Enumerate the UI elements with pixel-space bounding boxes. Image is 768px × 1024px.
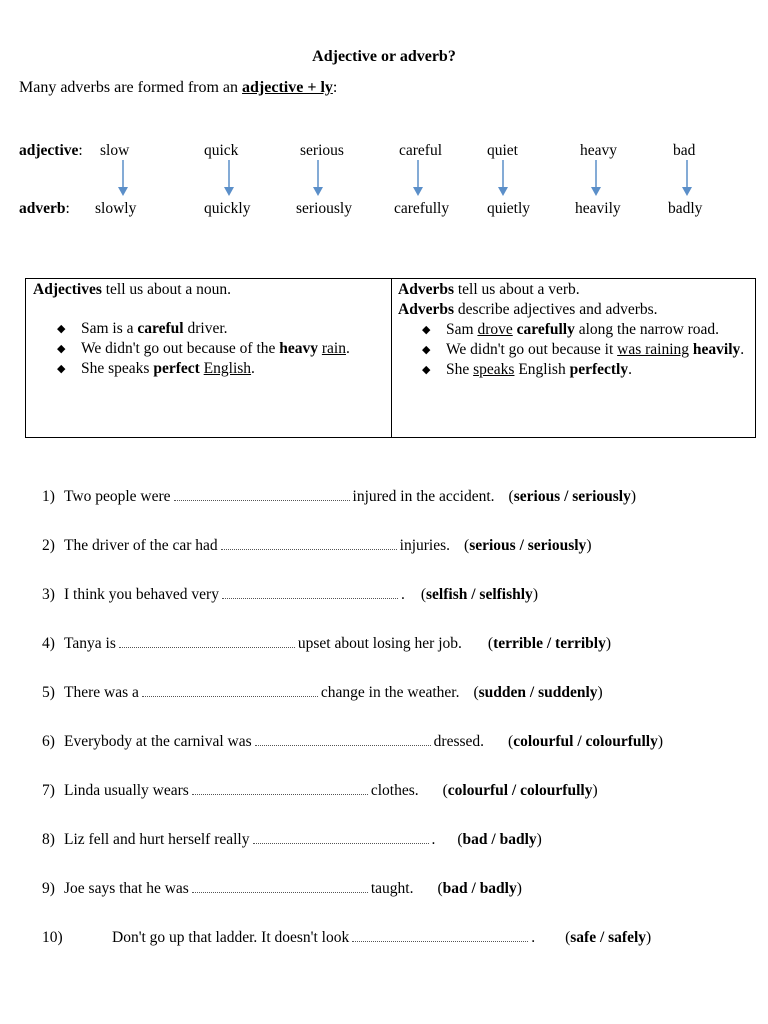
exercise-item: 10) Don't go up that ladder. It doesn't look . (safe / safely) [42, 929, 652, 946]
adjective-word: slow [100, 142, 130, 159]
exercise-item: 9) Joe says that he was taught. (bad / badly) [42, 880, 522, 897]
page-title: Adjective or adverb? [312, 48, 456, 65]
answer-blank[interactable] [192, 882, 368, 893]
adjectives-heading: Adjectives tell us about a noun. [33, 281, 232, 298]
adjective-row-label: adjective: [19, 142, 83, 159]
adjective-word: careful [399, 142, 443, 159]
intro-text [19, 79, 337, 97]
diamond-bullet-icon: ◆ [422, 364, 431, 376]
adverb-word: badly [668, 200, 703, 217]
intro-bold: adjective + ly [242, 79, 333, 96]
exercise-item: 1) Two people were injured in the accident. (serious / seriously) [42, 488, 637, 505]
adverb-row-label: adverb: [19, 200, 70, 217]
adjective-word: bad [673, 142, 696, 159]
diamond-bullet-icon: ◆ [57, 343, 66, 355]
adverbs-heading-2: Adverbs describe adjectives and adverbs. [398, 301, 658, 318]
adverbs-rule-cell [398, 280, 750, 380]
list-item: ◆ Sam is a careful driver. [57, 320, 228, 337]
answer-blank[interactable] [142, 686, 318, 697]
down-arrow-icon [680, 160, 694, 196]
list-item: ◆ She speaks perfect English. [57, 360, 255, 377]
answer-blank[interactable] [221, 539, 397, 550]
answer-blank[interactable] [119, 637, 295, 648]
exercise-item: 6) Everybody at the carnival was dressed. (colourful / colourfully) [42, 733, 664, 750]
adverb-word: heavily [575, 200, 621, 217]
rules-table [25, 278, 756, 438]
intro-before: Many adverbs are formed from an [19, 79, 243, 96]
adverb-word: seriously [296, 200, 352, 217]
down-arrow-icon [222, 160, 236, 196]
answer-blank[interactable] [255, 735, 431, 746]
adjective-examples [33, 319, 383, 379]
down-arrow-icon [411, 160, 425, 196]
exercise-item: 7) Linda usually wears clothes. (colourful / colourfully) [42, 782, 598, 799]
answer-blank[interactable] [192, 784, 368, 795]
adjective-word: heavy [580, 142, 618, 159]
exercise-item: 2) The driver of the car had injuries. (serious / seriously) [42, 537, 592, 554]
list-item: ◆ We didn't go out because it was raining heavily. [422, 341, 745, 358]
adjective-word: quick [204, 142, 239, 159]
diamond-bullet-icon: ◆ [422, 324, 431, 336]
answer-blank[interactable] [222, 588, 398, 599]
adverb-word: quietly [487, 200, 531, 217]
diamond-bullet-icon: ◆ [57, 363, 66, 375]
adjectives-rule-cell [33, 280, 383, 379]
intro-after: : [332, 79, 338, 96]
exercise-item: 5) There was a change in the weather. (sudden / suddenly) [42, 684, 603, 701]
table-divider [391, 279, 392, 437]
exercise-item: 8) Liz fell and hurt herself really . (bad / badly) [42, 831, 542, 848]
adverbs-heading-1: Adverbs tell us about a verb. [398, 281, 580, 298]
adjective-word: serious [300, 142, 344, 159]
down-arrow-icon [116, 160, 130, 196]
list-item: ◆ Sam drove carefully along the narrow road. [422, 321, 720, 338]
diamond-bullet-icon: ◆ [57, 323, 66, 335]
answer-blank[interactable] [352, 931, 528, 942]
down-arrow-icon [496, 160, 510, 196]
answer-blank[interactable] [174, 490, 350, 501]
exercise-item: 3) I think you behaved very . (selfish / selfishly) [42, 586, 538, 603]
adverb-word: carefully [394, 200, 450, 217]
down-arrow-icon [589, 160, 603, 196]
answer-blank[interactable] [253, 833, 429, 844]
list-item: ◆ She speaks English perfectly. [422, 361, 632, 378]
adverb-word: slowly [95, 200, 137, 217]
diamond-bullet-icon: ◆ [422, 344, 431, 356]
down-arrow-icon [311, 160, 325, 196]
exercise-item: 4) Tanya is upset about losing her job. (terrible / terribly) [42, 635, 611, 652]
adverb-examples [398, 320, 750, 380]
adverb-word: quickly [204, 200, 251, 217]
adjective-word: quiet [487, 142, 518, 159]
list-item: ◆ We didn't go out because of the heavy rain. [57, 340, 350, 357]
